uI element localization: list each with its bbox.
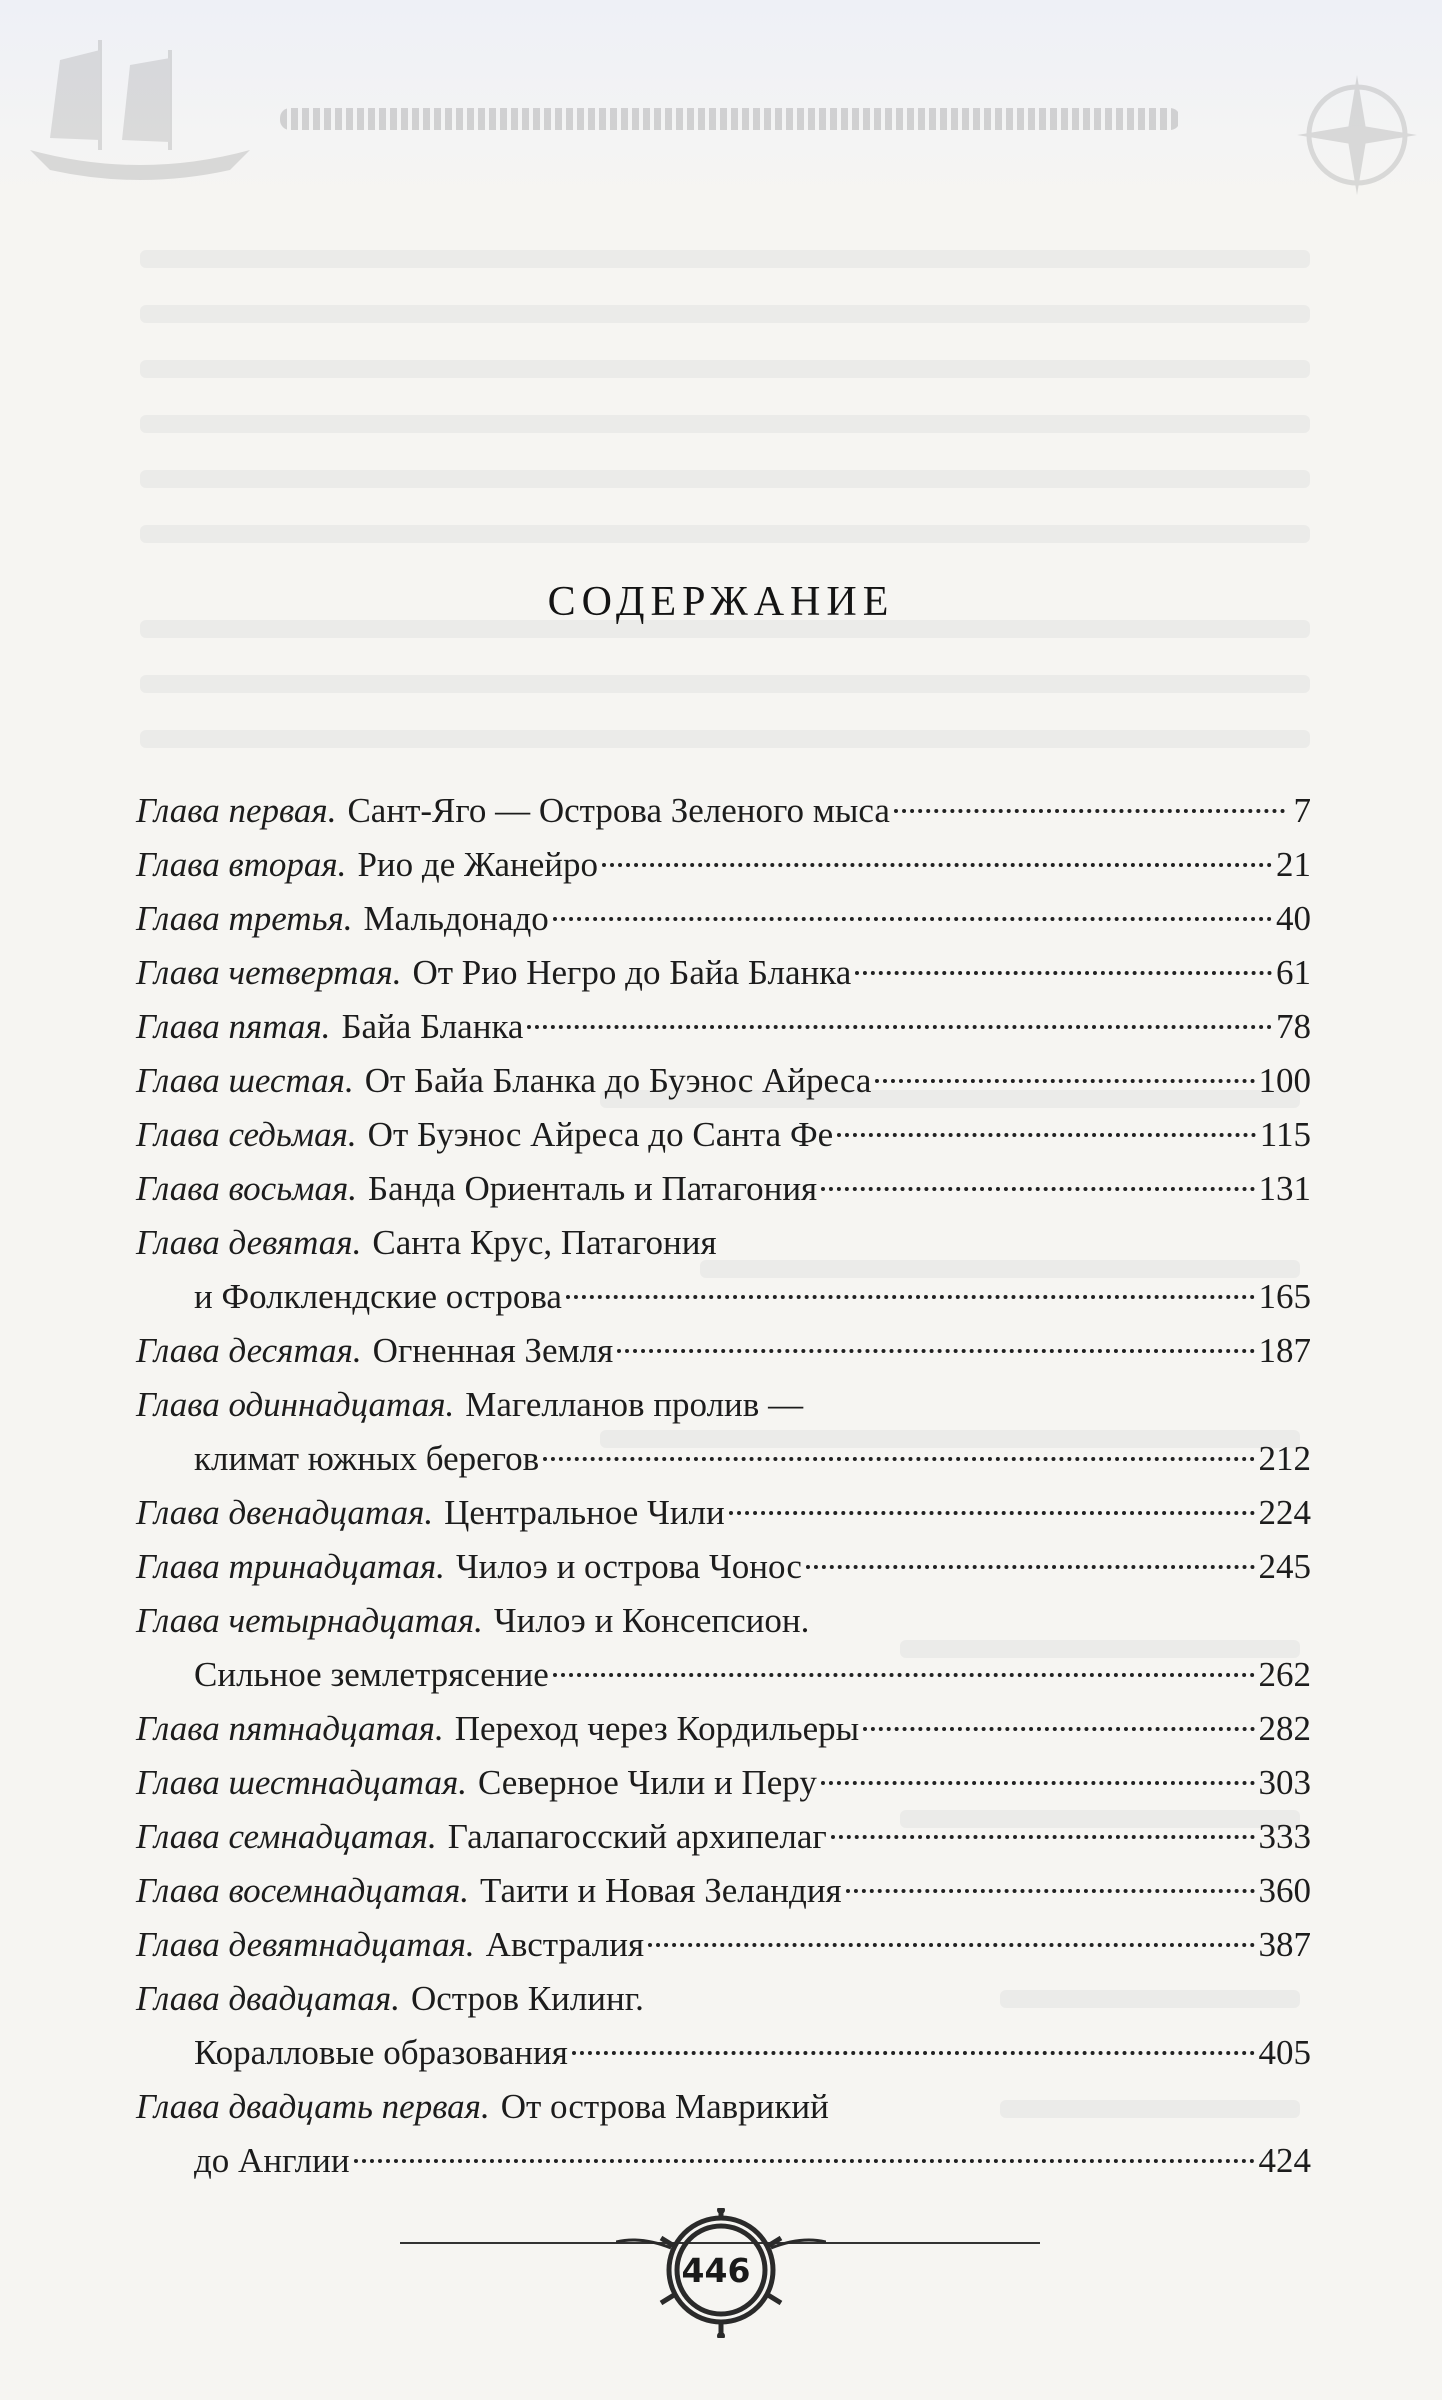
dot-leader: [855, 971, 1272, 975]
chapter-label: Глава восьмая.: [136, 1169, 357, 1208]
toc-entry: [136, 1486, 1311, 1540]
chapter-label: Глава шестая.: [136, 1061, 354, 1100]
dot-leader: [894, 809, 1285, 813]
chapter-title-continuation: до Англии: [194, 2141, 350, 2180]
chapter-label: Глава двенадцатая.: [136, 1493, 434, 1532]
page-reference: 61: [1276, 953, 1311, 992]
page-reference: 21: [1276, 845, 1311, 884]
toc-entry: [136, 1756, 1311, 1810]
dot-leader: [837, 1133, 1256, 1137]
chapter-label: Глава семнадцатая.: [136, 1817, 437, 1856]
toc-entry: [136, 1864, 1311, 1918]
chapter-title: От острова Маврикий: [500, 2087, 829, 2126]
chapter-label: Глава четвертая.: [136, 953, 402, 992]
chapter-title: От Рио Негро до Байа Бланка: [412, 953, 852, 992]
dot-leader: [831, 1835, 1255, 1839]
chapter-label: Глава одиннадцатая.: [136, 1385, 455, 1424]
toc-entry: [136, 1324, 1311, 1378]
page-number: 446: [681, 2251, 751, 2290]
toc-entry: [136, 1216, 1311, 1270]
chapter-label: Глава пятнадцатая.: [136, 1709, 444, 1748]
page-reference: 424: [1258, 2141, 1311, 2180]
dot-leader: [875, 1079, 1254, 1083]
chapter-title: Банда Ориенталь и Патагония: [368, 1169, 818, 1208]
chapter-title: Таити и Новая Зеландия: [479, 1871, 842, 1910]
chapter-title: Магелланов пролив —: [465, 1385, 804, 1424]
toc-entry: [136, 1378, 1311, 1432]
page-reference: 131: [1258, 1169, 1311, 1208]
page-reference: 245: [1258, 1547, 1311, 1586]
chapter-title: Сант-Яго — Острова Зеленого мыса: [347, 791, 890, 830]
toc-entry: [136, 2080, 1311, 2134]
toc-entry-continuation: [136, 1270, 1311, 1324]
chapter-title: Мальдонадо: [363, 899, 549, 938]
chapter-label: Глава четырнадцатая.: [136, 1601, 483, 1640]
dot-leader: [806, 1565, 1255, 1569]
header-ornament: [0, 0, 1442, 200]
dot-leader: [553, 1673, 1255, 1677]
compass-rose-icon: [1292, 70, 1422, 200]
page-reference: 387: [1258, 1925, 1311, 1964]
dot-leader: [821, 1781, 1255, 1785]
dot-leader: [648, 1943, 1254, 1947]
page-reference: 165: [1258, 1277, 1311, 1316]
chapter-title-continuation: Сильное землетрясение: [194, 1655, 549, 1694]
dot-leader: [543, 1457, 1254, 1461]
page-reference: 360: [1258, 1871, 1311, 1910]
toc-entry: [136, 1702, 1311, 1756]
chapter-title: Остров Килинг.: [410, 1979, 644, 2018]
dot-leader: [729, 1511, 1255, 1515]
page-reference: 224: [1258, 1493, 1311, 1532]
ship-icon: [10, 20, 270, 190]
chapter-title: Санта Крус, Патагония: [372, 1223, 717, 1262]
toc-entry: [136, 784, 1311, 838]
chapter-title: Байа Бланка: [341, 1007, 524, 1046]
chapter-title: Северное Чили и Перу: [477, 1763, 817, 1802]
table-of-contents: [136, 784, 1311, 2188]
chapter-title-continuation: и Фолклендские острова: [194, 1277, 562, 1316]
chapter-label: Глава тринадцатая.: [136, 1547, 445, 1586]
chapter-title-continuation: климат южных берегов: [194, 1439, 540, 1478]
toc-entry: [136, 1972, 1311, 2026]
chapter-label: Глава пятая.: [136, 1007, 331, 1046]
dot-leader: [602, 863, 1272, 867]
page-reference: 333: [1258, 1817, 1311, 1856]
page-reference: 7: [1293, 791, 1311, 830]
chapter-label: Глава девятая.: [136, 1223, 362, 1262]
chapter-label: Глава седьмая.: [136, 1115, 357, 1154]
toc-entry-continuation: [136, 1432, 1311, 1486]
toc-entry: [136, 1810, 1311, 1864]
chapter-title-continuation: Коралловые образования: [194, 2033, 568, 2072]
chapter-label: Глава третья.: [136, 899, 353, 938]
page-reference: 40: [1276, 899, 1311, 938]
chapter-title: Центральное Чили: [444, 1493, 725, 1532]
chapter-title: Чилоэ и Консепсион.: [493, 1601, 810, 1640]
chapter-title: От Байа Бланка до Буэнос Айреса: [364, 1061, 872, 1100]
chapter-label: Глава шестнадцатая.: [136, 1763, 467, 1802]
toc-entry: [136, 1000, 1311, 1054]
toc-entry: [136, 1054, 1311, 1108]
toc-entry-continuation: [136, 2134, 1311, 2188]
dot-leader: [846, 1889, 1255, 1893]
chapter-title: Рио де Жанейро: [357, 845, 598, 884]
chapter-label: Глава восемнадцатая.: [136, 1871, 469, 1910]
page-reference: 100: [1258, 1061, 1311, 1100]
toc-entry: [136, 1108, 1311, 1162]
toc-entry: [136, 1918, 1311, 1972]
chapter-label: Глава двадцать первая.: [136, 2087, 490, 2126]
chapter-label: Глава десятая.: [136, 1331, 362, 1370]
dot-leader: [863, 1727, 1254, 1731]
page-title: СОДЕРЖАНИЕ: [547, 579, 895, 625]
dot-leader: [354, 2159, 1255, 2163]
chapter-label: Глава двадцатая.: [136, 1979, 400, 2018]
toc-entry: [136, 1162, 1311, 1216]
chapter-label: Глава девятнадцатая.: [136, 1925, 475, 1964]
chapter-title: Переход через Кордильеры: [454, 1709, 860, 1748]
toc-entry: [136, 946, 1311, 1000]
page-reference: 212: [1258, 1439, 1311, 1478]
page-reference: 262: [1258, 1655, 1311, 1694]
toc-entry: [136, 1540, 1311, 1594]
page-reference: 78: [1276, 1007, 1311, 1046]
dot-leader: [821, 1187, 1254, 1191]
header-decorative-rule: [280, 108, 1180, 130]
chapter-title: Огненная Земля: [372, 1331, 614, 1370]
toc-entry-continuation: [136, 1648, 1311, 1702]
toc-entry: [136, 892, 1311, 946]
chapter-label: Глава первая.: [136, 791, 337, 830]
page-reference: 187: [1258, 1331, 1311, 1370]
toc-entry: [136, 1594, 1311, 1648]
page-reference: 115: [1259, 1115, 1311, 1154]
dot-leader: [553, 917, 1272, 921]
chapter-label: Глава вторая.: [136, 845, 347, 884]
dot-leader: [572, 2051, 1255, 2055]
page-reference: 405: [1258, 2033, 1311, 2072]
dot-leader: [566, 1295, 1255, 1299]
chapter-title: От Буэнос Айреса до Санта Фе: [367, 1115, 834, 1154]
toc-entry: [136, 838, 1311, 892]
chapter-title: Австралия: [485, 1925, 645, 1964]
dot-leader: [617, 1349, 1254, 1353]
toc-entry-continuation: [136, 2026, 1311, 2080]
page-reference: 303: [1258, 1763, 1311, 1802]
chapter-title: Чилоэ и острова Чонос: [455, 1547, 802, 1586]
chapter-title: Галапагосский архипелаг: [447, 1817, 827, 1856]
dot-leader: [527, 1025, 1272, 1029]
page-reference: 282: [1258, 1709, 1311, 1748]
